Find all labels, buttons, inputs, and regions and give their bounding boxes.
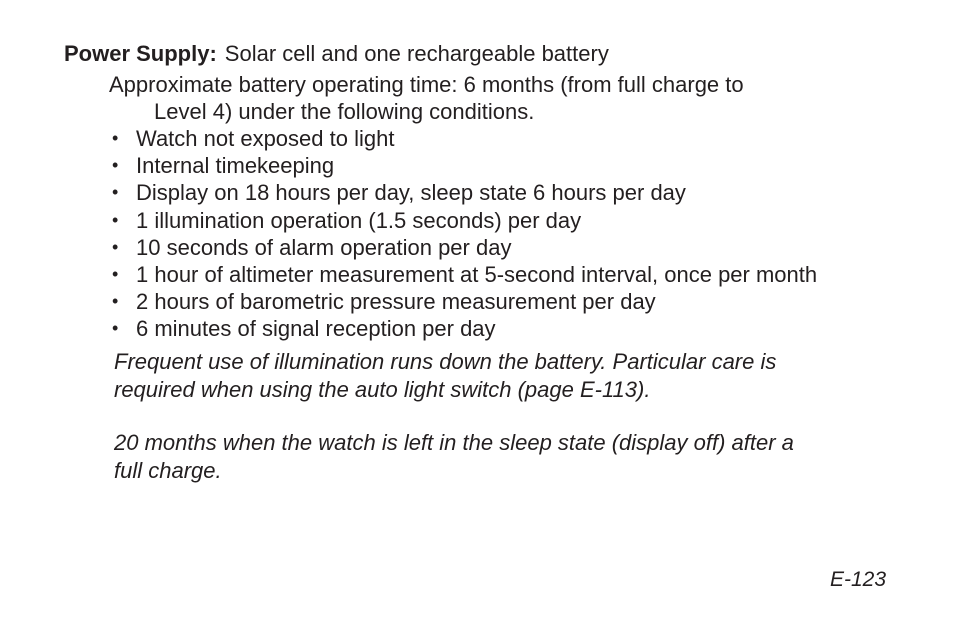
bullet-icon: • — [112, 264, 119, 285]
condition-text: 1 illumination operation (1.5 seconds) per day — [136, 207, 582, 233]
bullet-icon: • — [112, 318, 119, 339]
list-item — [112, 288, 817, 315]
bullet-icon: • — [112, 291, 119, 312]
condition-text: 6 minutes of signal reception per day — [136, 316, 496, 342]
list-item — [112, 207, 817, 234]
page-number: E-123 — [830, 568, 887, 591]
sleep-note — [114, 429, 794, 484]
bullet-icon: • — [112, 209, 119, 230]
condition-text: 10 seconds of alarm operation per day — [136, 234, 512, 260]
condition-text: 2 hours of barometric pressure measurement per day — [136, 289, 656, 315]
conditions-list — [112, 125, 817, 343]
power-supply-line — [64, 40, 609, 67]
list-item — [112, 179, 817, 206]
sleep-note-line-2: full charge. — [114, 457, 222, 483]
bullet-icon: • — [112, 128, 119, 148]
bullet-icon: • — [112, 155, 119, 176]
condition-text: Internal timekeeping — [136, 153, 335, 179]
sleep-note-line-1: 20 months when the watch is left in the sleep state (display off) after a — [114, 430, 794, 455]
operating-time-line-2: Level 4) under the following conditions. — [154, 99, 535, 124]
condition-text: Display on 18 hours per day, sleep state 6 hours per day — [136, 180, 686, 206]
illumination-note-line-1: Frequent use of illumination runs down the battery. Particular care is — [114, 349, 777, 374]
illumination-note-line-2: required when using the auto light switch (page E-113). — [114, 376, 651, 402]
power-supply-label: Power Supply: — [64, 41, 217, 66]
condition-text: Watch not exposed to light — [136, 126, 395, 151]
illumination-note — [114, 348, 776, 403]
operating-time-line-1: Approximate battery operating time: 6 months (from full charge to — [109, 72, 744, 97]
list-item — [112, 315, 817, 342]
bullet-icon: • — [112, 182, 119, 203]
power-supply-value: Solar cell and one rechargeable battery — [224, 41, 609, 66]
list-item — [112, 125, 817, 152]
condition-text: 1 hour of altimeter measurement at 5-second interval, once per month — [136, 262, 818, 288]
list-item — [112, 234, 817, 261]
list-item — [112, 261, 817, 288]
list-item — [112, 152, 817, 179]
bullet-icon: • — [112, 236, 119, 257]
